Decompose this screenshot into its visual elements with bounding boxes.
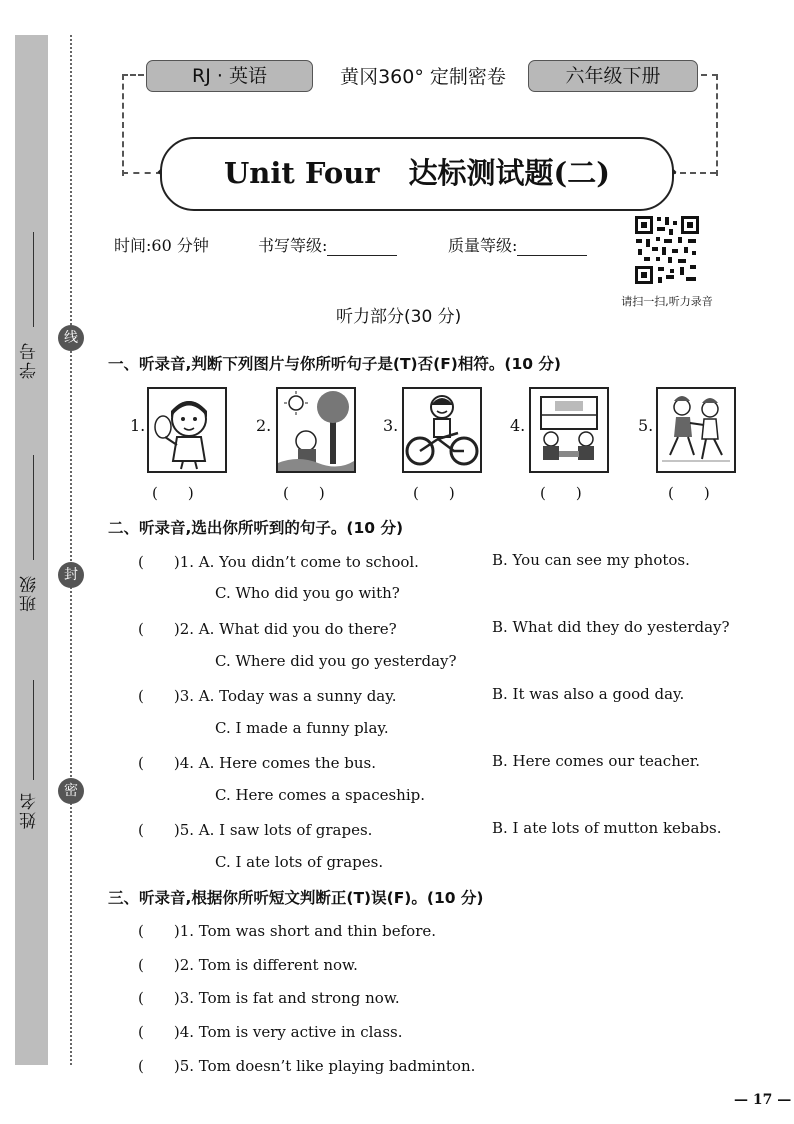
s2-q5-option-a[interactable]: ( )5. A. I saw lots of grapes. — [138, 821, 373, 839]
s2-q5-option-b[interactable]: B. I ate lots of mutton kebabs. — [492, 819, 722, 837]
s2-q2-option-c[interactable]: C. Where did you go yesterday? — [215, 652, 457, 670]
answer-blank-2[interactable]: ( ) — [283, 484, 325, 502]
answer-blank-3[interactable]: ( ) — [413, 484, 455, 502]
answer-blank-5[interactable]: ( ) — [668, 484, 710, 502]
boy-bike-image — [404, 389, 480, 471]
cut-line — [70, 35, 72, 1065]
writing-grade-label: 书写等级: — [258, 236, 328, 255]
girl-badminton-image — [149, 389, 225, 471]
section2-title: 二、听录音,选出你所听到的句子。(10 分) — [108, 519, 404, 537]
header-frame-bottom-left — [122, 172, 162, 174]
answer-blank-1[interactable]: ( ) — [152, 484, 194, 502]
s2-q3-option-c[interactable]: C. I made a funny play. — [215, 719, 389, 737]
qr-caption: 请扫一扫,听力录音 — [621, 295, 713, 308]
picture-5 — [656, 387, 736, 473]
binding-margin — [15, 35, 48, 1065]
s2-q4-option-c[interactable]: C. Here comes a spaceship. — [215, 786, 426, 804]
picture-number-2: 2. — [256, 416, 272, 435]
grade-badge: 六年级下册 — [528, 60, 698, 92]
quality-grade-blank[interactable] — [517, 239, 587, 256]
listening-heading: 听力部分(30 分) — [336, 307, 462, 327]
s2-q2-option-b[interactable]: B. What did they do yesterday? — [492, 618, 730, 636]
s2-q4-option-b[interactable]: B. Here comes our teacher. — [492, 752, 701, 770]
student-id-line — [33, 232, 34, 327]
s2-q1-option-a[interactable]: ( )1. A. You didn’t come to school. — [138, 553, 419, 571]
s2-q3-option-a[interactable]: ( )3. A. Today was a sunny day. — [138, 687, 397, 705]
s2-q3-option-b[interactable]: B. It was also a good day. — [492, 685, 685, 703]
s2-q1-option-c[interactable]: C. Who did you go with? — [215, 584, 400, 602]
seal-mi: 密 — [58, 778, 84, 804]
s2-q4-option-a[interactable]: ( )4. A. Here comes the bus. — [138, 754, 376, 772]
qr-code-icon[interactable] — [634, 215, 700, 285]
picture-2 — [276, 387, 356, 473]
canteen-kids-image — [531, 389, 607, 471]
s3-statement-3[interactable]: ( )3. Tom is fat and strong now. — [138, 989, 400, 1007]
time-limit: 时间:60 分钟 — [114, 236, 209, 255]
s2-q2-option-a[interactable]: ( )2. A. What did you do there? — [138, 620, 397, 638]
picture-number-5: 5. — [638, 416, 654, 435]
writing-grade-blank[interactable] — [327, 239, 397, 256]
seal-feng: 封 — [58, 562, 84, 588]
s2-q5-option-c[interactable]: C. I ate lots of grapes. — [215, 853, 384, 871]
quality-grade — [448, 233, 587, 256]
picture-number-4: 4. — [510, 416, 526, 435]
answer-blank-4[interactable]: ( ) — [540, 484, 582, 502]
section1-title: 一、听录音,判断下列图片与你所听句子是(T)否(F)相符。(10 分) — [108, 355, 562, 373]
class-label: 班级 — [20, 574, 40, 612]
section3-title: 三、听录音,根据你所听短文判断正(T)误(F)。(10 分) — [108, 889, 484, 907]
s3-statement-5[interactable]: ( )5. Tom doesn’t like playing badminton. — [138, 1057, 476, 1075]
writing-grade — [258, 233, 397, 256]
picture-3 — [402, 387, 482, 473]
park-scene-image — [278, 389, 354, 471]
edition-badge: RJ · 英语 — [146, 60, 313, 92]
s3-statement-2[interactable]: ( )2. Tom is different now. — [138, 956, 358, 974]
seal-xian: 线 — [58, 325, 84, 351]
picture-4 — [529, 387, 609, 473]
exam-title: Unit Four 达标测试题(二) — [160, 137, 674, 211]
header-frame-bottom-right — [670, 172, 716, 174]
s3-statement-1[interactable]: ( )1. Tom was short and thin before. — [138, 922, 437, 940]
series-title: 黄冈360° 定制密卷 — [340, 66, 506, 88]
page-number: — 17 — — [734, 1092, 792, 1108]
name-label: 姓名 — [20, 791, 40, 829]
student-id-label: 学号 — [20, 341, 40, 379]
picture-number-1: 1. — [130, 416, 146, 435]
s3-statement-4[interactable]: ( )4. Tom is very active in class. — [138, 1023, 403, 1041]
s2-q1-option-b[interactable]: B. You can see my photos. — [492, 551, 690, 569]
picture-1 — [147, 387, 227, 473]
class-line — [33, 455, 34, 560]
name-line — [33, 680, 34, 780]
picture-number-3: 3. — [383, 416, 399, 435]
skating-kids-image — [658, 389, 734, 471]
quality-grade-label: 质量等级: — [448, 236, 518, 255]
